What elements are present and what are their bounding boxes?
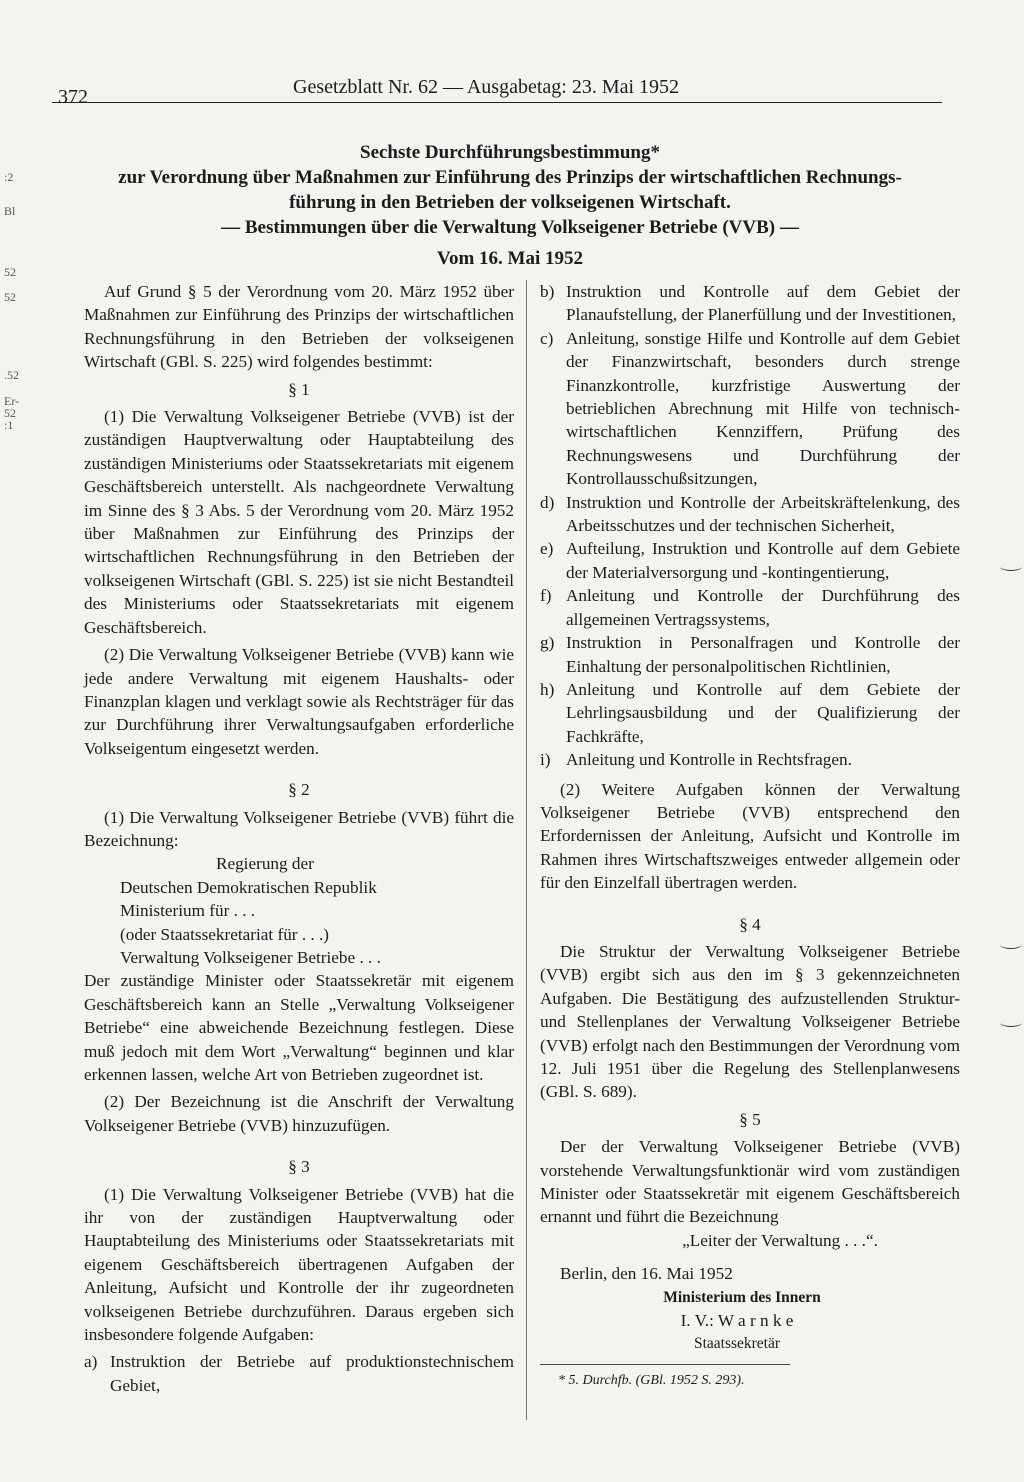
margin-mark [1000,562,1022,571]
designation-line: Deutschen Demokratischen Republik [120,877,377,897]
list-item-label: h) [540,679,555,699]
right-margin-marks [1000,0,1024,1100]
list-item-text: Anleitung und Kontrolle auf dem Gebiete der Lehrlingsausbildung und der Qualifizierung der Fachkräfte, [566,679,960,746]
section-5-paragraph-1: Der der Verwaltung Volkseigener Betriebe (VVB) vorstehende Verwaltungsfunktionär wird vom zuständigen Minister oder Staatssekretär mit eigenem Geschäftsbereich ernannt und führt die Bezeichnung [540,1137,960,1227]
signer-title: Staatssekretär [693,1335,781,1353]
section-5-quote: „Leiter der Verwaltung . . .“. [682,1230,878,1250]
footnote: * 5. Durchfb. (GBl. 1952 S. 293). [558,1372,745,1388]
margin-mark [1000,1018,1022,1027]
header-rule [52,102,942,103]
margin-note: .52 [4,368,19,382]
margin-note: Bl [4,204,16,218]
list-item-label: e) [540,539,554,559]
margin-note: :2 [4,170,14,184]
list-item-text: Anleitung und Kontrolle der Durchführung des allgemeinen Vertragssystems, [566,586,960,629]
section-5-heading: § 5 [739,1109,761,1129]
margin-note: 52 [4,290,16,304]
place-date: Berlin, den 16. Mai 1952 [560,1264,733,1284]
section-2-paragraph-1b: Der zuständige Minister oder Staatssekretär mit eigenem Geschäftsbereich kann an Stelle „Verwaltung Volkseigener Betriebe“ eine abweichende Bezeichnung festlegen. Diese muß jedoch mit dem Wort „Verwaltung“ beginnen und klar erkennen lassen, welche Art von Betrieben zugeordnet ist. [84,971,514,1084]
section-1-paragraph-1: (1) Die Verwaltung Volkseigener Betriebe (VVB) ist der zuständigen Hauptverwaltung oder Hauptabteilung des zuständigen Ministeriums oder Staatssekretariats mit eigenem Geschäftsbereich unterstellt. Als nachgeordnete Verwaltung im Sinne des § 3 Abs. 5 der Verordnung vom 20. März 1952 über Maßnahmen zur Einführung des Prinzips der wirtschaftlichen Rechnungsführung in den Betrieben der volkseigenen Wirtschaft (GBl. S. 225) ist sie nicht Bestandteil des Ministeriums oder Staatssekretariats mit eigenem Geschäftsbereich. [84,407,514,637]
column-divider [526,280,527,1420]
footnote-rule [540,1364,790,1365]
list-item-a [84,1350,514,1397]
intro-paragraph: Auf Grund § 5 der Verordnung vom 20. März 1952 über Maßnahmen zur Einführung des Prinzips der wirtschaftlichen Rechnungsführung in den Betrieben der volkseigenen Wirtschaft (GBl. S. 225) wird folgendes bestimmt: [84,282,514,372]
section-4-heading: § 4 [739,914,761,934]
title-line-2: zur Verordnung über Maßnahmen zur Einführung des Prinzips der wirtschaftlichen Rechnungs- [118,167,902,188]
title-line-1: Sechste Durchführungsbestimmung* [360,142,660,163]
designation-line: Regierung der [216,854,314,874]
section-3-paragraph-1: (1) Die Verwaltung Volkseigener Betriebe (VVB) hat die ihr von der zuständigen Hauptverwaltung oder Hauptabteilung des Ministeriums oder Staatssekretariats mit eigenem Geschäftsbereich übertragenen Aufgaben der Anleitung, Aufsicht und Kontrolle der ihr zugeordneten volkseigenen Betriebe durchzuführen. Daraus ergeben sich insbesondere folgende Aufgaben: [84,1184,514,1345]
list-item-g [540,631,960,678]
section-1-paragraph-2: (2) Die Verwaltung Volkseigener Betriebe (VVB) kann wie jede andere Verwaltung mit eigenem Haushalts- oder Finanzplan klagen und verklagt sowie als Rechtsträger für das zur Durchführung ihrer Verwaltungsaufgaben erforderliche Volkseigentum eingesetzt werden. [84,645,514,758]
list-item-text: Instruktion und Kontrolle der Arbeitskräftelenkung, des Arbeitsschutzes und der technischen Sicherheit, [566,492,960,536]
list-item-text: Instruktion und Kontrolle auf dem Gebiet der Planaufstellung, der Planerfüllung und der Investitionen, [566,282,960,325]
title-date: Vom 16. Mai 1952 [436,248,584,269]
list-item-f [540,584,960,631]
list-item-label: b) [540,282,555,301]
right-column [540,280,960,1392]
list-item-text: Instruktion in Personalfragen und Kontrolle der Einhaltung der personalpolitischen Richtlinien, [566,633,960,676]
header-title: Gesetzblatt Nr. 62 — Ausgabetag: 23. Mai 1952 [293,76,680,98]
list-item-label: d) [540,492,555,512]
left-column [84,280,514,1397]
section-1-heading: § 1 [288,379,310,399]
list-item-label: g) [540,633,555,653]
list-item-label: i) [540,750,551,770]
section-4-paragraph-1: Die Struktur der Verwaltung Volkseigener Betriebe (VVB) ergibt sich aus den im § 3 gekennzeichneten Aufgaben. Die Bestätigung des aufzustellenden Struktur- und Stellenplanes der Verwaltung Volkseigener Betriebe (VVB) erfolgt nach den Bestimmungen der Verordnung vom 12. Juli 1951 über die Regelung des Stellenplanwesens (GBl. S. 689). [540,941,960,1102]
designation-line: (oder Staatssekretariat für . . .) [120,924,330,944]
margin-mark [1000,940,1022,949]
signer-name: I. V.: W a r n k e [680,1311,794,1331]
ministry-name: Ministerium des Innern [663,1288,821,1306]
margin-note: 52 [4,265,16,279]
official-designation [84,852,514,969]
designation-line: Verwaltung Volkseigener Betriebe . . . [120,947,381,967]
list-item-text: Anleitung, sonstige Hilfe und Kontrolle auf dem Gebiet der Finanzwirtschaft, besonders durch strenge Finanzkontrolle, kurzfristige Auswertung der betrieblichen Abrechnung mit Hilfe von technisch-wirtschaftlichen Kennziffern, Prüfung des Rechnungswesens und Durchführung der Kontrollausschußsitzungen, [566,328,960,489]
title-line-4: — Bestimmungen über die Verwaltung Volkseigener Betriebe (VVB) — [221,217,799,238]
list-item-label: f) [540,586,552,606]
margin-note: Er- [4,394,20,408]
section-2-heading: § 2 [288,780,310,800]
signature-block [540,1286,960,1356]
list-item-e [540,537,960,584]
page-number: 372 [58,86,88,108]
list-item-label: a) [84,1352,98,1372]
list-item-d [540,491,960,538]
section-3-paragraph-2: (2) Weitere Aufgaben können der Verwaltung Volkseigener Betriebe (VVB) entsprechend den Erfordernissen der Anleitung, Aufsicht und Kontrolle im Rahmen ihres Wirtschaftszweiges entweder allgemein oder für den Einzelfall übertragen werden. [540,779,960,893]
margin-note: 52 [4,406,16,420]
list-item-label: c) [540,328,554,348]
list-item-text: Instruktion der Betriebe auf produktionstechnischem Gebiet, [110,1352,514,1395]
list-item-h [540,678,960,748]
title-line-3: führung in den Betrieben der volkseigenen Wirtschaft. [289,192,731,213]
list-item-text: Anleitung und Kontrolle in Rechtsfragen. [566,750,852,770]
designation-line: Ministerium für . . . [120,901,256,921]
list-item-c [540,327,960,491]
list-item-i [540,748,960,771]
section-2-paragraph-1: (1) Die Verwaltung Volkseigener Betriebe (VVB) führt die Bezeichnung: [84,807,514,850]
margin-note: :1 [4,418,14,432]
list-item-text: Aufteilung, Instruktion und Kontrolle auf dem Gebiete der Materialversorgung und -kontingentierung, [566,539,960,582]
list-item-b [540,280,960,327]
section-3-heading: § 3 [288,1157,310,1177]
title-block [80,140,940,271]
section-2-paragraph-2: (2) Der Bezeichnung ist die Anschrift der Verwaltung Volkseigener Betriebe (VVB) hinzuzufügen. [84,1092,514,1135]
